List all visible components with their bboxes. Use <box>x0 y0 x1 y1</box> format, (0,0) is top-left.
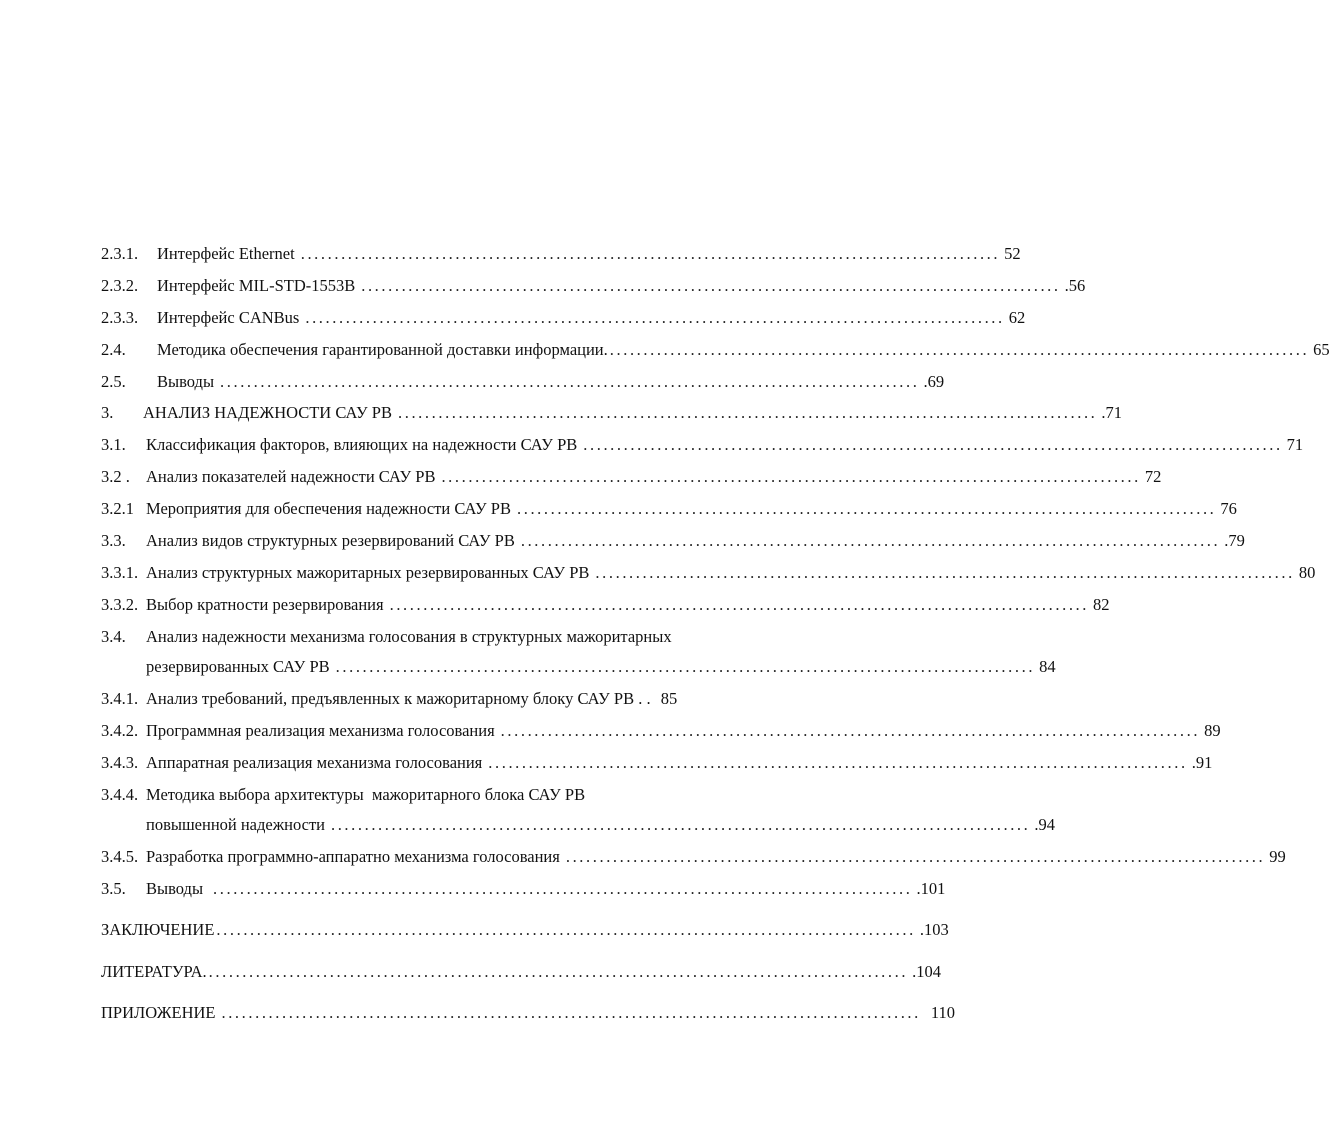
dot-leader: ........................................................................................................ <box>305 308 1005 327</box>
toc-entry-number: 3.4.1. <box>101 689 139 708</box>
dot-leader: ........................................................................................................ <box>517 499 1217 518</box>
toc-entry[interactable] <box>101 920 949 940</box>
toc-entry[interactable] <box>101 879 946 899</box>
dot-leader: ........................................................................................................ <box>500 721 1201 740</box>
toc-entry-title: Аппаратная реализация механизма голосования <box>146 753 483 772</box>
toc-entry-page: 80 <box>1298 563 1316 582</box>
toc-entry-title: Анализ показателей надежности САУ РВ <box>146 467 436 486</box>
toc-entry-title-line2: резервированных САУ РВ <box>146 657 330 676</box>
dot-leader: ........................................................................................................ <box>216 920 916 939</box>
toc-entry-page: .104 <box>912 962 941 981</box>
toc-entry-title: Методика выбора архитектуры мажоритарного блока САУ РВ <box>146 785 586 804</box>
toc-entry[interactable] <box>101 308 1026 328</box>
toc-entry[interactable] <box>101 627 672 647</box>
dot-leader: ........................................................................................................ <box>609 340 1310 359</box>
toc-entry-title: Выводы <box>157 372 215 391</box>
dot-leader: ........................................................................................................ <box>389 595 1090 614</box>
toc-entry[interactable] <box>101 785 585 805</box>
toc-entry[interactable] <box>101 721 1221 741</box>
toc-entry-title: Выбор кратности резервирования <box>146 595 384 614</box>
toc-entry-title: ПРИЛОЖЕНИЕ <box>101 1003 216 1022</box>
toc-entry-number: 2.3.1. <box>101 244 139 263</box>
toc-entry-number: 2.4. <box>101 340 126 359</box>
dot-leader: ........................................................................................................ <box>488 753 1188 772</box>
toc-entry[interactable] <box>101 467 1162 487</box>
toc-entry-page: .91 <box>1191 753 1213 772</box>
toc-entry-page: .103 <box>919 920 949 939</box>
toc-entry-page: 52 <box>1004 244 1021 263</box>
toc-entry[interactable] <box>101 403 1123 423</box>
dot-leader: ........................................................................................................ <box>220 372 920 391</box>
toc-entry-page: 71 <box>1286 435 1304 454</box>
toc-entry-title: Анализ надежности механизма голосования в структурных мажоритарных <box>146 627 672 646</box>
toc-entry-number: 3.2 . <box>101 467 130 486</box>
toc-entry[interactable] <box>101 340 1330 360</box>
toc-entry-page: 99 <box>1269 847 1286 866</box>
toc-entry-page: 72 <box>1144 467 1162 486</box>
dot-leader: ........................................................................................................ <box>335 657 1036 676</box>
toc-entry-page: 89 <box>1204 721 1221 740</box>
toc-entry[interactable] <box>101 531 1245 551</box>
toc-entry-number: 2.5. <box>101 372 126 391</box>
toc-entry-title: ЛИТЕРАТУРА. <box>101 962 207 981</box>
toc-entry-page: .94 <box>1034 815 1056 834</box>
toc-entry[interactable] <box>101 435 1304 455</box>
toc-entry-title: Анализ структурных мажоритарных резервированных САУ РВ <box>146 563 590 582</box>
dot-leader: ........................................................................................................ <box>213 879 913 898</box>
dot-leader: ........................................................................................................ <box>361 276 1061 295</box>
toc-entry[interactable] <box>101 847 1286 867</box>
toc-entry-continuation[interactable] <box>146 815 1056 835</box>
toc-entry-number: 3.5. <box>101 879 126 898</box>
toc-entry-number: 3.4. <box>101 627 126 646</box>
toc-entry-title-line2: повышенной надежности <box>146 815 325 834</box>
toc-entry[interactable] <box>101 372 945 392</box>
toc-entry-title: Анализ видов структурных резервирований САУ РВ <box>146 531 515 550</box>
toc-entry-page: .79 <box>1224 531 1245 550</box>
dot-leader: ........................................................................................................ <box>398 403 1098 422</box>
toc-entry-number: 3.4.3. <box>101 753 139 772</box>
toc-entry-page: 82 <box>1093 595 1110 614</box>
toc-entry-page: 84 <box>1039 657 1056 676</box>
toc-entry[interactable] <box>101 689 677 709</box>
toc-entry[interactable] <box>101 1003 956 1023</box>
dot-leader: ........................................................................................................ <box>520 531 1221 550</box>
toc-entry-title: Классификация факторов, влияющих на надежности САУ РВ <box>146 435 578 454</box>
toc-entry-number: 3.1. <box>101 435 126 454</box>
toc-entry-title: Разработка программно-аппаратно механизма голосования <box>146 847 560 866</box>
dot-leader: ........................................................................................................ <box>583 435 1283 454</box>
toc-entry-page: 62 <box>1008 308 1026 327</box>
toc-entry-number: 2.3.2. <box>101 276 139 295</box>
toc-entry-title: Интерфейс MIL-STD-1553B <box>157 276 356 295</box>
toc-entry-page: 76 <box>1220 499 1237 518</box>
toc-entry-page: .101 <box>916 879 946 898</box>
toc-entry[interactable] <box>101 563 1316 583</box>
toc-entry-title: Мероприятия для обеспечения надежности САУ РВ <box>146 499 511 518</box>
toc-entry-number: 3.3.2. <box>101 595 139 614</box>
toc-entry-title: Интерфейс Ethernet <box>157 244 295 263</box>
toc-entry[interactable] <box>101 753 1213 773</box>
toc-entry-number: 3.3.1. <box>101 563 139 582</box>
toc-entry-number: 3.3. <box>101 531 126 550</box>
toc-entry-page: .71 <box>1101 403 1123 422</box>
dot-leader: ........................................................................................................ <box>221 1003 921 1022</box>
toc-entry[interactable] <box>101 276 1086 296</box>
toc-entry[interactable] <box>101 962 941 982</box>
dot-leader: ........................................................................................................ <box>595 563 1295 582</box>
toc-entry-title: Анализ требований, предъявленных к мажоритарному блоку САУ РВ . . <box>146 689 651 708</box>
toc-entry-title: ЗАКЛЮЧЕНИЕ <box>101 920 215 939</box>
toc-entry-number: 2.3.3. <box>101 308 139 327</box>
dot-leader: ........................................................................................................ <box>441 467 1141 486</box>
toc-entry-title: Методика обеспечения гарантированной доставки информации. <box>157 340 608 359</box>
toc-entry-title: Выводы <box>146 879 204 898</box>
toc-entry-title: Интерфейс CANBus <box>157 308 300 327</box>
toc-entry-title: Программная реализация механизма голосования <box>146 721 495 740</box>
toc-entry-number: 3.2.1 <box>101 499 134 518</box>
toc-entry-title: АНАЛИЗ НАДЕЖНОСТИ САУ РВ <box>143 403 392 422</box>
toc-entry-continuation[interactable] <box>146 657 1056 677</box>
toc-entry-number: 3. <box>101 403 114 422</box>
toc-entry-page: .69 <box>923 372 945 391</box>
toc-entry-number: 3.4.4. <box>101 785 139 804</box>
dot-leader: ........................................................................................................ <box>330 815 1031 834</box>
toc-entry-page: .56 <box>1064 276 1086 295</box>
toc-entry-page: 85 <box>660 689 678 708</box>
toc-entry[interactable] <box>101 595 1110 615</box>
dot-leader: ........................................................................................................ <box>208 962 909 981</box>
toc-entry-number: 3.4.5. <box>101 847 139 866</box>
toc-entry-number: 3.4.2. <box>101 721 139 740</box>
toc-entry-page: 110 <box>930 1003 956 1022</box>
dot-leader: ........................................................................................................ <box>300 244 1001 263</box>
toc-entry[interactable] <box>101 499 1237 519</box>
dot-leader: ........................................................................................................ <box>565 847 1266 866</box>
toc-entry[interactable] <box>101 244 1021 264</box>
toc-entry-page: 65 <box>1313 340 1330 359</box>
